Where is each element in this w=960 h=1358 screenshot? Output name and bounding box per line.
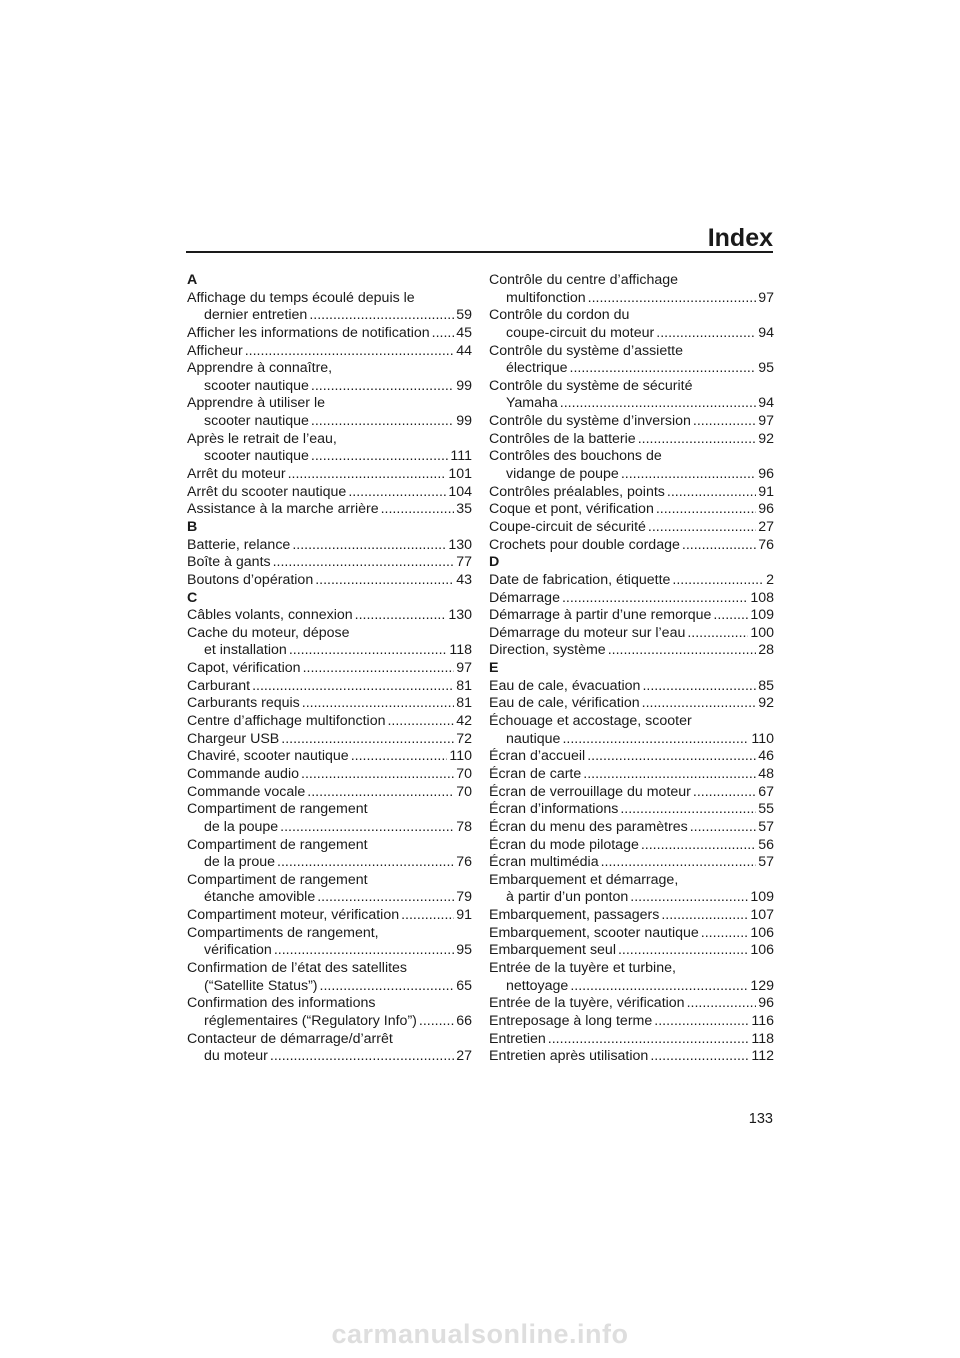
index-entry-label: Boutons d’opération bbox=[187, 571, 314, 588]
index-page-ref: 99 bbox=[456, 377, 472, 394]
index-entry bbox=[187, 554, 472, 572]
index-entry-label: Embarquement, passagers bbox=[489, 907, 660, 924]
index-entry-label: vérification bbox=[204, 942, 272, 959]
dot-leader bbox=[311, 413, 454, 431]
page-title: Index bbox=[707, 224, 773, 252]
index-entry bbox=[187, 1013, 472, 1031]
index-entry bbox=[187, 731, 472, 749]
dot-leader bbox=[401, 907, 454, 925]
index-entry-line: Contacteur de démarrage/d’arrêt bbox=[187, 1030, 393, 1047]
index-page-ref: 59 bbox=[456, 307, 472, 324]
index-entry bbox=[187, 784, 472, 802]
index-page-ref: 96 bbox=[758, 501, 774, 518]
index-page-ref: 99 bbox=[456, 413, 472, 430]
index-page-ref: 67 bbox=[758, 783, 774, 800]
index-entry bbox=[489, 819, 774, 837]
index-entry-label: coupe-circuit du moteur bbox=[506, 324, 655, 341]
dot-leader bbox=[309, 307, 454, 325]
dot-leader bbox=[317, 889, 454, 907]
index-entry-label: Capot, vérification bbox=[187, 660, 301, 677]
index-entry bbox=[187, 854, 472, 872]
index-entry bbox=[489, 1013, 774, 1031]
index-entry-label: Entrée de la tuyère, vérification bbox=[489, 995, 685, 1012]
index-entry bbox=[489, 466, 774, 484]
index-entry bbox=[489, 572, 774, 590]
index-page-ref: 118 bbox=[449, 642, 472, 659]
dot-leader bbox=[355, 607, 447, 625]
dot-leader bbox=[432, 325, 455, 343]
index-entry bbox=[489, 607, 774, 625]
index-entry bbox=[489, 519, 774, 537]
index-page-ref: 106 bbox=[750, 924, 774, 941]
index-entry bbox=[187, 484, 472, 502]
index-letter-heading: E bbox=[489, 660, 499, 677]
index-entry-label: Eau de cale, vérification bbox=[489, 695, 640, 712]
index-entry bbox=[187, 889, 472, 907]
index-entry-line: Affichage du temps écoulé depuis le bbox=[187, 289, 415, 306]
index-entry bbox=[489, 837, 774, 855]
dot-leader bbox=[642, 695, 757, 713]
index-entry-line: Apprendre à connaître, bbox=[187, 360, 333, 377]
index-entry-label: nettoyage bbox=[506, 977, 569, 994]
index-entry-label: Contrôles préalables, points bbox=[489, 483, 665, 500]
index-page-ref: 107 bbox=[750, 907, 774, 924]
index-entry-line: Compartiment de rangement bbox=[187, 836, 368, 853]
index-entry-label: Crochets pour double cordage bbox=[489, 536, 680, 553]
index-entry bbox=[489, 942, 774, 960]
index-entry-line: Confirmation des informations bbox=[187, 995, 376, 1012]
index-entry bbox=[187, 413, 472, 431]
dot-leader bbox=[348, 484, 446, 502]
dot-leader bbox=[601, 854, 757, 872]
index-entry bbox=[187, 660, 472, 678]
index-entry bbox=[187, 572, 472, 590]
index-entry bbox=[489, 501, 774, 519]
dot-leader bbox=[587, 748, 756, 766]
index-entry bbox=[187, 307, 472, 325]
index-entry-label: Contrôles de la batterie bbox=[489, 430, 636, 447]
dot-leader bbox=[274, 942, 454, 960]
dot-leader bbox=[608, 642, 757, 660]
page-number: 133 bbox=[748, 1111, 773, 1127]
index-page-ref: 104 bbox=[448, 483, 472, 500]
dot-leader bbox=[315, 572, 454, 590]
index-entry bbox=[489, 484, 774, 502]
dot-leader bbox=[693, 413, 756, 431]
dot-leader bbox=[667, 484, 756, 502]
dot-leader bbox=[387, 713, 454, 731]
index-entry-line: Compartiments de rangement, bbox=[187, 924, 379, 941]
dot-leader bbox=[381, 501, 455, 519]
index-page-ref: 44 bbox=[456, 342, 472, 359]
index-entry-label: scooter nautique bbox=[204, 413, 309, 430]
index-entry-label: Batterie, relance bbox=[187, 536, 291, 553]
dot-leader bbox=[273, 554, 455, 572]
index-entry-line: Compartiment de rangement bbox=[187, 801, 368, 818]
index-entry bbox=[187, 501, 472, 519]
index-entry-line: Après le retrait de l’eau, bbox=[187, 430, 337, 447]
dot-leader bbox=[661, 907, 748, 925]
dot-leader bbox=[620, 801, 756, 819]
dot-leader bbox=[303, 660, 455, 678]
index-entry-label: réglementaires (“Regulatory Info”) bbox=[204, 1012, 417, 1029]
index-entry bbox=[187, 448, 472, 466]
index-page-ref: 70 bbox=[456, 765, 472, 782]
index-entry-line: Cache du moteur, dépose bbox=[187, 624, 350, 641]
dot-leader bbox=[638, 431, 757, 449]
dot-leader bbox=[351, 748, 448, 766]
index-entry-label: scooter nautique bbox=[204, 448, 309, 465]
dot-leader bbox=[277, 854, 454, 872]
dot-leader bbox=[570, 978, 748, 996]
dot-leader bbox=[630, 889, 748, 907]
index-entry-label: Écran du mode pilotage bbox=[489, 836, 639, 853]
index-page-ref: 85 bbox=[758, 677, 774, 694]
dot-leader bbox=[641, 837, 756, 855]
index-entry-label: du moteur bbox=[204, 1048, 268, 1065]
index-page-ref: 81 bbox=[456, 677, 472, 694]
dot-leader bbox=[618, 942, 748, 960]
index-letter-heading: D bbox=[489, 554, 500, 571]
dot-leader bbox=[713, 607, 748, 625]
index-entry-label: Embarquement seul bbox=[489, 942, 616, 959]
index-entry-line: Contrôle du cordon du bbox=[489, 307, 630, 324]
index-entry-label: Compartiment moteur, vérification bbox=[187, 907, 400, 924]
dot-leader bbox=[281, 731, 454, 749]
index-entry-label: nautique bbox=[506, 730, 561, 747]
index-entry bbox=[489, 748, 774, 766]
index-entry-label: Démarrage à partir d’une remorque bbox=[489, 607, 712, 624]
title-divider bbox=[186, 251, 773, 253]
dot-leader bbox=[648, 519, 756, 537]
index-entry-label: Commande audio bbox=[187, 765, 299, 782]
index-entry bbox=[489, 889, 774, 907]
index-column-left bbox=[187, 272, 472, 1066]
index-entry-line: Apprendre à utiliser le bbox=[187, 395, 326, 412]
index-entry-label: étanche amovible bbox=[204, 889, 316, 906]
dot-leader bbox=[570, 360, 757, 378]
index-entry bbox=[489, 413, 774, 431]
index-entry-label: Contrôle du système d’inversion bbox=[489, 413, 691, 430]
index-entry-label: de la poupe bbox=[204, 818, 279, 835]
index-page-ref: 79 bbox=[456, 889, 472, 906]
index-letter-heading: C bbox=[187, 589, 198, 606]
index-page-ref: 76 bbox=[456, 854, 472, 871]
index-entry-label: Direction, système bbox=[489, 642, 606, 659]
index-page-ref: 56 bbox=[758, 836, 774, 853]
index-entry bbox=[187, 942, 472, 960]
dot-leader bbox=[307, 784, 454, 802]
index-page-ref: 57 bbox=[758, 818, 774, 835]
index-entry-label: Embarquement, scooter nautique bbox=[489, 924, 699, 941]
index-page-ref: 28 bbox=[758, 642, 774, 659]
index-entry-label: Coupe-circuit de sécurité bbox=[489, 518, 646, 535]
index-page-ref: 2 bbox=[766, 571, 774, 588]
dot-leader bbox=[687, 995, 757, 1013]
index-page-ref: 55 bbox=[758, 801, 774, 818]
dot-leader bbox=[621, 466, 756, 484]
index-entry bbox=[489, 537, 774, 555]
dot-leader bbox=[650, 1048, 749, 1066]
index-entry-label: Entretien après utilisation bbox=[489, 1048, 649, 1065]
dot-leader bbox=[690, 819, 756, 837]
index-page-ref: 96 bbox=[758, 466, 774, 483]
index-page-ref: 101 bbox=[448, 466, 472, 483]
index-entry-label: Date de fabrication, étiquette bbox=[489, 571, 671, 588]
index-entry bbox=[489, 766, 774, 784]
index-entry bbox=[489, 695, 774, 713]
dot-leader bbox=[656, 325, 756, 343]
index-entry-label: Chaviré, scooter nautique bbox=[187, 748, 349, 765]
dot-leader bbox=[583, 766, 756, 784]
index-entry-label: et installation bbox=[204, 642, 287, 659]
index-page-ref: 130 bbox=[448, 607, 472, 624]
watermark: carmanualsonline.info bbox=[331, 1319, 629, 1349]
index-page-ref: 110 bbox=[449, 748, 472, 765]
dot-leader bbox=[292, 537, 446, 555]
index-entry-line: Compartiment de rangement bbox=[187, 871, 368, 888]
index-page-ref: 57 bbox=[758, 854, 774, 871]
index-entry-label: Assistance à la marche arrière bbox=[187, 501, 379, 518]
index-page-ref: 91 bbox=[456, 907, 472, 924]
dot-leader bbox=[320, 978, 455, 996]
index-entry bbox=[489, 395, 774, 413]
index-entry-line: Confirmation de l’état des satellites bbox=[187, 959, 408, 976]
index-entry bbox=[489, 431, 774, 449]
index-page-ref: 65 bbox=[456, 977, 472, 994]
index-entry bbox=[489, 290, 774, 308]
index-page-ref: 111 bbox=[450, 448, 472, 465]
index-entry-label: Écran du menu des paramètres bbox=[489, 818, 688, 835]
index-entry-line: Entrée de la tuyère et turbine, bbox=[489, 959, 676, 976]
index-entry-label: Démarrage bbox=[489, 589, 560, 606]
index-page-ref: 100 bbox=[750, 624, 774, 641]
index-entry bbox=[187, 1048, 472, 1066]
index-entry-label: Chargeur USB bbox=[187, 730, 280, 747]
dot-leader bbox=[245, 343, 454, 361]
index-entry-label: Afficher les informations de notification bbox=[187, 324, 430, 341]
index-entry-label: Boîte à gants bbox=[187, 554, 271, 571]
index-entry-label: Eau de cale, évacuation bbox=[489, 677, 641, 694]
dot-leader bbox=[672, 572, 764, 590]
index-entry-line: Contrôles des bouchons de bbox=[489, 448, 662, 465]
index-page-ref: 112 bbox=[751, 1048, 774, 1065]
index-entry bbox=[489, 360, 774, 378]
index-entry-label: Câbles volants, connexion bbox=[187, 607, 353, 624]
index-page-ref: 130 bbox=[448, 536, 472, 553]
index-page-ref: 94 bbox=[758, 324, 774, 341]
index-page-ref: 45 bbox=[456, 324, 472, 341]
index-column-right bbox=[489, 272, 774, 1066]
index-entry bbox=[489, 925, 774, 943]
index-page-ref: 92 bbox=[758, 695, 774, 712]
dot-leader bbox=[311, 378, 454, 396]
index-page-ref: 118 bbox=[751, 1030, 774, 1047]
index-entry bbox=[489, 995, 774, 1013]
index-page-ref: 91 bbox=[758, 483, 774, 500]
index-letter-heading: A bbox=[187, 272, 198, 288]
index-page-ref: 97 bbox=[758, 289, 774, 306]
index-page-ref: 27 bbox=[758, 518, 774, 535]
index-entry-line: Échouage et accostage, scooter bbox=[489, 713, 692, 730]
index-page-ref: 70 bbox=[456, 783, 472, 800]
index-entry bbox=[187, 766, 472, 784]
dot-leader bbox=[588, 290, 757, 308]
index-entry-label: Carburant bbox=[187, 677, 251, 694]
dot-leader bbox=[687, 625, 748, 643]
index-entry-label: Carburants requis bbox=[187, 695, 300, 712]
index-entry bbox=[489, 590, 774, 608]
index-entry bbox=[489, 907, 774, 925]
index-page-ref: 77 bbox=[456, 554, 472, 571]
dot-leader bbox=[548, 1031, 750, 1049]
index-page-ref: 92 bbox=[758, 430, 774, 447]
index-entry-label: Écran de verrouillage du moteur bbox=[489, 783, 691, 800]
index-page-ref: 72 bbox=[456, 730, 472, 747]
index-entry bbox=[489, 731, 774, 749]
index-letter-heading: B bbox=[187, 518, 198, 535]
index-page-ref: 106 bbox=[750, 942, 774, 959]
dot-leader bbox=[682, 537, 756, 555]
index-entry bbox=[187, 607, 472, 625]
index-entry-line: Contrôle du système d’assiette bbox=[489, 342, 683, 359]
index-entry bbox=[489, 784, 774, 802]
index-entry-label: Arrêt du scooter nautique bbox=[187, 483, 347, 500]
index-entry bbox=[187, 678, 472, 696]
index-entry bbox=[187, 748, 472, 766]
index-entry-label: Écran d’accueil bbox=[489, 748, 586, 765]
index-page-ref: 95 bbox=[456, 942, 472, 959]
index-entry-label: électrique bbox=[506, 360, 568, 377]
index-page-ref: 46 bbox=[758, 748, 774, 765]
index-entry bbox=[489, 642, 774, 660]
index-page-ref: 42 bbox=[456, 713, 472, 730]
dot-leader bbox=[419, 1013, 454, 1031]
index-entry-label: à partir d’un ponton bbox=[506, 889, 629, 906]
dot-leader bbox=[280, 819, 454, 837]
index-page-ref: 97 bbox=[758, 413, 774, 430]
index-page-ref: 108 bbox=[750, 589, 774, 606]
dot-leader bbox=[562, 731, 749, 749]
dot-leader bbox=[311, 448, 449, 466]
dot-leader bbox=[288, 466, 447, 484]
dot-leader bbox=[642, 678, 756, 696]
dot-leader bbox=[302, 695, 454, 713]
index-entry bbox=[187, 378, 472, 396]
index-page-ref: 35 bbox=[456, 501, 472, 518]
index-entry-label: (“Satellite Status”) bbox=[204, 977, 318, 994]
index-entry-label: Centre d’affichage multifonction bbox=[187, 713, 386, 730]
index-entry bbox=[187, 907, 472, 925]
index-entry-label: Démarrage du moteur sur l’eau bbox=[489, 624, 686, 641]
index-entry bbox=[489, 625, 774, 643]
index-page-ref: 109 bbox=[750, 889, 774, 906]
index-page-ref: 27 bbox=[456, 1048, 472, 1065]
index-entry bbox=[489, 854, 774, 872]
index-entry-label: scooter nautique bbox=[204, 377, 309, 394]
index-page-ref: 76 bbox=[758, 536, 774, 553]
dot-leader bbox=[693, 784, 756, 802]
index-page-ref: 97 bbox=[456, 660, 472, 677]
dot-leader bbox=[654, 1013, 749, 1031]
index-entry bbox=[489, 978, 774, 996]
index-entry-label: Coque et pont, vérification bbox=[489, 501, 654, 518]
index-page-ref: 66 bbox=[456, 1012, 472, 1029]
index-entry-label: Afficheur bbox=[187, 342, 243, 359]
dot-leader bbox=[252, 678, 454, 696]
index-entry-label: Yamaha bbox=[506, 395, 558, 412]
index-entry-label: Entreposage à long terme bbox=[489, 1012, 653, 1029]
index-entry-label: Commande vocale bbox=[187, 783, 306, 800]
index-page-ref: 78 bbox=[456, 818, 472, 835]
index-entry-label: Arrêt du moteur bbox=[187, 466, 286, 483]
dot-leader bbox=[701, 925, 749, 943]
index-page-ref: 109 bbox=[750, 607, 774, 624]
index-entry bbox=[187, 978, 472, 996]
index-page-ref: 110 bbox=[751, 730, 774, 747]
dot-leader bbox=[560, 395, 756, 413]
index-page-ref: 95 bbox=[758, 360, 774, 377]
dot-leader bbox=[270, 1048, 454, 1066]
index-entry bbox=[489, 325, 774, 343]
index-entry bbox=[489, 1031, 774, 1049]
index-entry bbox=[187, 466, 472, 484]
index-page-ref: 116 bbox=[751, 1012, 774, 1029]
index-entry bbox=[489, 678, 774, 696]
index-page-ref: 129 bbox=[750, 977, 774, 994]
index-entry-line: Contrôle du système de sécurité bbox=[489, 377, 693, 394]
index-entry-line: Contrôle du centre d’affichage bbox=[489, 272, 679, 288]
index-page-ref: 48 bbox=[758, 765, 774, 782]
index-entry bbox=[187, 819, 472, 837]
index-entry-label: Écran multimédia bbox=[489, 854, 599, 871]
index-page-ref: 94 bbox=[758, 395, 774, 412]
dot-leader bbox=[301, 766, 454, 784]
index-entry bbox=[187, 695, 472, 713]
index-entry-line: Embarquement et démarrage, bbox=[489, 871, 679, 888]
index-entry bbox=[489, 1048, 774, 1066]
index-entry bbox=[489, 801, 774, 819]
index-entry bbox=[187, 325, 472, 343]
dot-leader bbox=[289, 642, 448, 660]
index-page-ref: 81 bbox=[456, 695, 472, 712]
index-page-ref: 96 bbox=[758, 995, 774, 1012]
index-entry bbox=[187, 713, 472, 731]
index-entry-label: Écran d’informations bbox=[489, 801, 619, 818]
index-entry bbox=[187, 642, 472, 660]
index-entry-label: dernier entretien bbox=[204, 307, 308, 324]
index-entry bbox=[187, 343, 472, 361]
index-entry-label: de la proue bbox=[204, 854, 275, 871]
index-entry-label: Entretien bbox=[489, 1030, 546, 1047]
dot-leader bbox=[562, 590, 748, 608]
index-entry-label: vidange de poupe bbox=[506, 466, 619, 483]
index-page-ref: 43 bbox=[456, 571, 472, 588]
index-entry-label: Écran de carte bbox=[489, 765, 582, 782]
dot-leader bbox=[656, 501, 756, 519]
index-entry-label: multifonction bbox=[506, 289, 586, 306]
index-entry bbox=[187, 537, 472, 555]
